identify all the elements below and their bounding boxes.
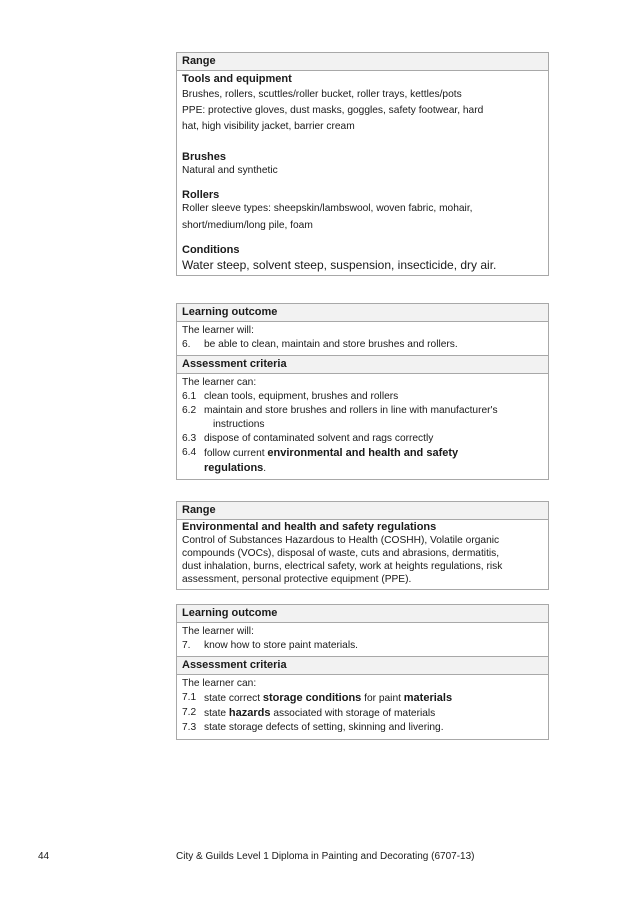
brushes-text: Natural and synthetic <box>182 165 278 176</box>
rollers-title: Rollers <box>182 189 220 201</box>
outcome-text: be able to clean, maintain and store brushes and rollers. <box>204 339 458 350</box>
range-header: Range <box>177 53 548 71</box>
tools-line: PPE: protective gloves, dust masks, goggles, safety footwear, hard <box>182 105 484 116</box>
criterion-text <box>204 691 452 706</box>
criterion-bold-term: materials <box>403 692 453 704</box>
rollers-line: Roller sleeve types: sheepskin/lambswool, woven fabric, mohair, <box>182 203 473 214</box>
regulations-line: assessment, personal protective equipment (PPE). <box>182 574 412 585</box>
learner-can: The learner can: <box>182 678 257 689</box>
criterion-number: 6.3 <box>182 433 197 444</box>
range-header: Range <box>177 502 548 520</box>
criterion-text-part: . <box>263 463 267 474</box>
criterion-row <box>182 691 543 706</box>
criterion-text-part: state correct <box>204 693 263 704</box>
conditions-text: Water steep, solvent steep, suspension, insecticide, dry air. <box>182 258 497 272</box>
regulations-title: Environmental and health and safety regulations <box>182 521 437 533</box>
learning-outcome-content <box>177 623 548 657</box>
criterion-continuation: instructions <box>213 419 265 430</box>
criterion-bold-term: regulations <box>204 462 264 474</box>
outcome-text: know how to store paint materials. <box>204 640 359 651</box>
learning-outcome-7 <box>176 604 549 740</box>
criterion-continuation <box>182 461 543 476</box>
assessment-criteria-content <box>177 675 548 739</box>
criterion-number: 7.3 <box>182 722 197 733</box>
learning-outcome-6 <box>176 303 549 480</box>
criterion-text: dispose of contaminated solvent and rags correctly <box>204 433 434 444</box>
rollers-line: short/medium/long pile, foam <box>182 220 313 231</box>
regulations-line: Control of Substances Hazardous to Health (COSHH), Volatile organic <box>182 535 500 546</box>
outcome-row <box>182 639 543 653</box>
criterion-row <box>182 721 543 735</box>
learner-can: The learner can: <box>182 377 257 388</box>
learning-outcome-header: Learning outcome <box>177 304 548 322</box>
range-content <box>177 71 548 275</box>
page-number: 44 <box>38 851 50 862</box>
criterion-number: 6.2 <box>182 405 197 416</box>
assessment-criteria-header: Assessment criteria <box>177 657 548 675</box>
learning-outcome-header: Learning outcome <box>177 605 548 623</box>
criterion-bold-term: environmental and health and safety <box>267 447 459 459</box>
criterion-text: clean tools, equipment, brushes and rollers <box>204 391 399 402</box>
criterion-bold-term: storage conditions <box>262 692 362 704</box>
tools-line: Brushes, rollers, scuttles/roller bucket, roller trays, kettles/pots <box>182 89 462 100</box>
footer-title: City & Guilds Level 1 Diploma in Painting and Decorating (6707-13) <box>176 851 475 862</box>
range-box-tools <box>176 52 549 276</box>
criterion-row <box>182 706 543 721</box>
criterion-row <box>182 390 543 404</box>
criterion-text: maintain and store brushes and rollers in line with manufacturer's <box>204 405 498 416</box>
criterion-text: state storage defects of setting, skinning and livering. <box>204 722 444 733</box>
learner-will: The learner will: <box>182 325 254 336</box>
outcome-number: 7. <box>182 640 191 651</box>
criterion-bold-term: hazards <box>228 707 271 719</box>
tools-title: Tools and equipment <box>182 73 292 85</box>
criterion-number: 7.1 <box>182 692 197 703</box>
range-box-regulations <box>176 501 549 590</box>
criterion-text-part: for paint <box>361 693 404 704</box>
outcome-row <box>182 338 543 352</box>
criterion-text-part: follow current <box>204 448 268 459</box>
tools-line: hat, high visibility jacket, barrier cream <box>182 121 355 132</box>
criterion-number: 6.1 <box>182 391 197 402</box>
regulations-line: compounds (VOCs), disposal of waste, cuts and abrasions, dermatitis, <box>182 548 500 559</box>
criterion-row <box>182 432 543 446</box>
criterion-number: 6.4 <box>182 447 197 458</box>
criterion-number: 7.2 <box>182 707 197 718</box>
range-content <box>177 520 548 589</box>
outcome-number: 6. <box>182 339 191 350</box>
conditions-title: Conditions <box>182 244 240 256</box>
regulations-line: dust inhalation, burns, electrical safety, work at heights regulations, risk <box>182 561 503 572</box>
criterion-row <box>182 446 543 461</box>
criterion-text <box>204 446 458 461</box>
learner-will: The learner will: <box>182 626 254 637</box>
criterion-row <box>182 404 543 418</box>
assessment-criteria-header: Assessment criteria <box>177 356 548 374</box>
learning-outcome-content <box>177 322 548 356</box>
criterion-text-part: state <box>204 708 229 719</box>
criterion-text <box>204 706 435 721</box>
criterion-text-part: associated with storage of materials <box>270 708 436 719</box>
assessment-criteria-content <box>177 374 548 479</box>
brushes-title: Brushes <box>182 151 227 163</box>
